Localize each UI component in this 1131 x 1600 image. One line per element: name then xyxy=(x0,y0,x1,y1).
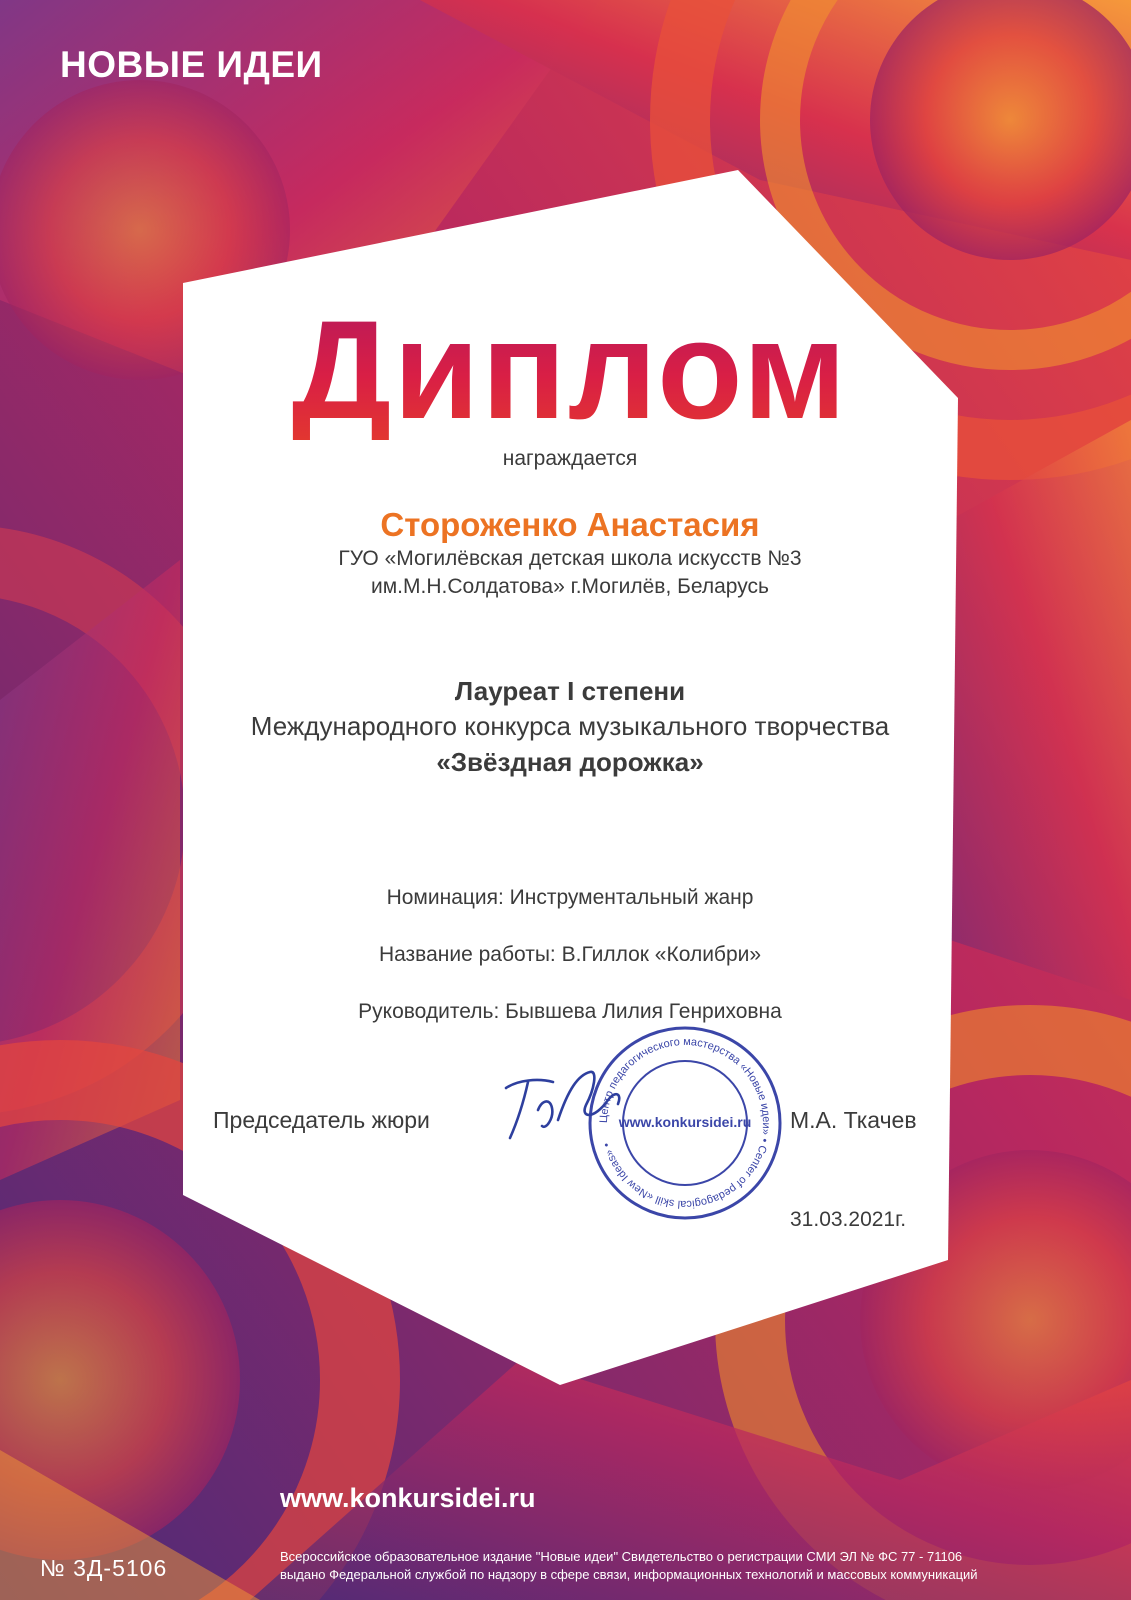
stamp-ring-text: Центр педагогического мастерства «Новые идеи» • Center of pedagogical skill «New Ideas» • xyxy=(597,1035,773,1211)
organization-line-2: им.М.Н.Солдатова» г.Могилёв, Беларусь xyxy=(371,575,769,598)
awarded-text: награждается xyxy=(502,447,638,470)
work-title: Название работы: В.Гиллок «Колибри» xyxy=(378,943,762,966)
diploma-title: Диплом xyxy=(280,300,860,440)
registration-line-2: выдано Федеральной службой по надзору в сфере связи, информационных технологий и массовых коммуникаций xyxy=(280,1567,978,1582)
website-url[interactable]: www.konkursidei.ru xyxy=(280,1483,536,1513)
award-level: Лауреат I степени xyxy=(454,676,686,706)
document-number: № 3Д-5106 xyxy=(40,1555,168,1581)
contest-name: «Звёздная дорожка» xyxy=(436,747,704,777)
registration-line-1: Всероссийское образовательное издание "Новые идеи" Свидетельство о регистрации СМИ ЭЛ № ФС 77 - 71106 xyxy=(280,1549,963,1564)
stamp-center-text: www.konkursidei.ru xyxy=(618,1114,752,1130)
contest-description: Международного конкурса музыкального творчества xyxy=(250,711,890,741)
jury-chair-label: Председатель жюри xyxy=(213,1107,430,1133)
signature xyxy=(498,1060,628,1150)
nomination: Номинация: Инструментальный жанр xyxy=(386,886,754,909)
jury-chair-name: М.А. Ткачев xyxy=(790,1107,917,1133)
recipient-name: Стороженко Анастасия xyxy=(380,506,760,543)
organization-line-1: ГУО «Могилёвская детская школа искусств №3 xyxy=(338,547,802,570)
supervisor: Руководитель: Бывшева Лилия Генриховна xyxy=(358,1000,782,1023)
brand-logo-text: НОВЫЕ ИДЕИ xyxy=(60,44,323,85)
issue-date: 31.03.2021г. xyxy=(790,1208,907,1231)
